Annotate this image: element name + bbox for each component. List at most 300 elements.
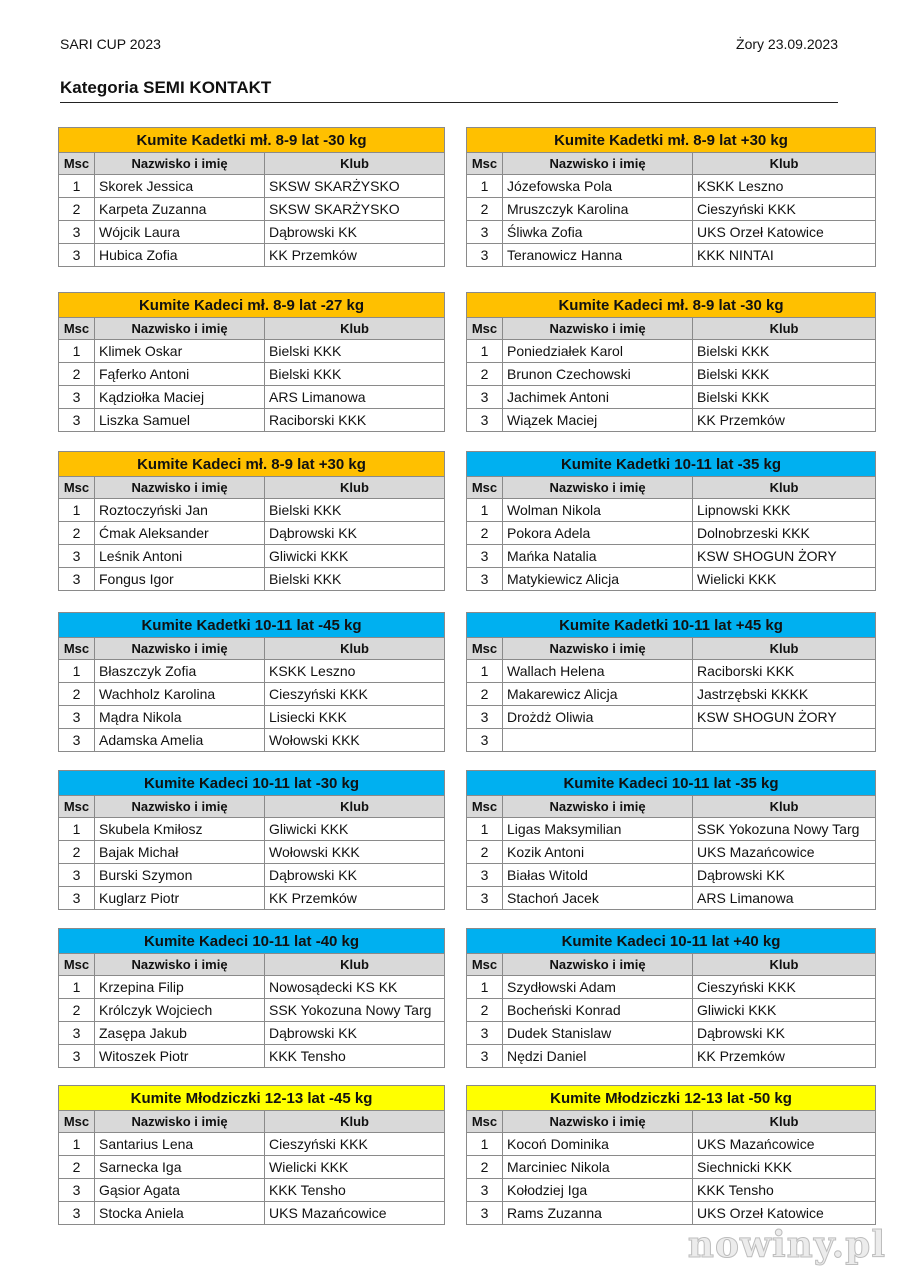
result-table bbox=[58, 451, 445, 591]
cell-place: 3 bbox=[59, 729, 95, 752]
column-header-name: Nazwisko i imię bbox=[95, 477, 265, 499]
cell-place: 1 bbox=[467, 1133, 503, 1156]
cell-place: 2 bbox=[59, 841, 95, 864]
table-row bbox=[467, 409, 876, 432]
table-row bbox=[467, 386, 876, 409]
table-row bbox=[59, 1045, 445, 1068]
cell-place: 2 bbox=[59, 363, 95, 386]
cell-club: KSKK Leszno bbox=[265, 660, 445, 683]
cell-club: KKK Tensho bbox=[265, 1179, 445, 1202]
result-table bbox=[466, 292, 876, 432]
cell-place: 2 bbox=[59, 683, 95, 706]
table-row bbox=[59, 706, 445, 729]
cell-place: 3 bbox=[467, 887, 503, 910]
table-row bbox=[467, 175, 876, 198]
cell-place: 3 bbox=[59, 887, 95, 910]
column-header-club: Klub bbox=[265, 638, 445, 660]
column-header-name: Nazwisko i imię bbox=[95, 153, 265, 175]
result-table bbox=[466, 928, 876, 1068]
cell-club: Cieszyński KKK bbox=[693, 198, 876, 221]
table-row bbox=[59, 1156, 445, 1179]
cell-name: Gąsior Agata bbox=[95, 1179, 265, 1202]
result-table bbox=[58, 1085, 445, 1225]
category-title: Kategoria SEMI KONTAKT bbox=[60, 78, 272, 97]
column-header-club: Klub bbox=[693, 477, 876, 499]
column-header-msc: Msc bbox=[467, 1111, 503, 1133]
cell-club: KKK Tensho bbox=[693, 1179, 876, 1202]
table-row bbox=[59, 499, 445, 522]
table-title: Kumite Kadetki mł. 8-9 lat -30 kg bbox=[59, 128, 445, 153]
column-header-name: Nazwisko i imię bbox=[95, 318, 265, 340]
table-row bbox=[467, 729, 876, 752]
column-header-club: Klub bbox=[265, 318, 445, 340]
column-header-club: Klub bbox=[265, 954, 445, 976]
table-title: Kumite Kadeci 10-11 lat -35 kg bbox=[467, 771, 876, 796]
cell-name: Szydłowski Adam bbox=[503, 976, 693, 999]
cell-name: Witoszek Piotr bbox=[95, 1045, 265, 1068]
header-place-date: Żory 23.09.2023 bbox=[736, 36, 838, 52]
cell-name: Mruszczyk Karolina bbox=[503, 198, 693, 221]
column-header-msc: Msc bbox=[467, 318, 503, 340]
column-header-club: Klub bbox=[265, 153, 445, 175]
column-header-msc: Msc bbox=[467, 954, 503, 976]
cell-club: Wołowski KKK bbox=[265, 841, 445, 864]
cell-club: Gliwicki KKK bbox=[693, 999, 876, 1022]
column-header-club: Klub bbox=[693, 318, 876, 340]
cell-club: Bielski KKK bbox=[693, 363, 876, 386]
cell-place: 3 bbox=[467, 386, 503, 409]
table-pair bbox=[58, 770, 876, 914]
cell-name: Kozik Antoni bbox=[503, 841, 693, 864]
cell-place: 2 bbox=[467, 999, 503, 1022]
cell-club: ARS Limanowa bbox=[265, 386, 445, 409]
table-row bbox=[467, 841, 876, 864]
table-pair bbox=[58, 127, 876, 271]
cell-place: 1 bbox=[467, 499, 503, 522]
cell-place: 1 bbox=[59, 175, 95, 198]
table-row bbox=[59, 864, 445, 887]
table-row bbox=[59, 683, 445, 706]
column-header-name: Nazwisko i imię bbox=[95, 796, 265, 818]
column-header-name: Nazwisko i imię bbox=[95, 954, 265, 976]
table-row bbox=[59, 729, 445, 752]
table-row bbox=[467, 818, 876, 841]
cell-name: Brunon Czechowski bbox=[503, 363, 693, 386]
table-row bbox=[467, 1133, 876, 1156]
cell-club: Siechnicki KKK bbox=[693, 1156, 876, 1179]
column-header-club: Klub bbox=[265, 796, 445, 818]
table-row bbox=[59, 999, 445, 1022]
table-row bbox=[467, 1022, 876, 1045]
column-header-msc: Msc bbox=[59, 318, 95, 340]
column-header-msc: Msc bbox=[467, 796, 503, 818]
cell-club: Dąbrowski KK bbox=[265, 522, 445, 545]
table-row bbox=[467, 198, 876, 221]
table-title: Kumite Kadeci 10-11 lat -40 kg bbox=[59, 929, 445, 954]
cell-club: Bielski KKK bbox=[265, 568, 445, 591]
cell-club: Cieszyński KKK bbox=[265, 1133, 445, 1156]
table-row bbox=[467, 499, 876, 522]
cell-place: 1 bbox=[59, 976, 95, 999]
cell-club: KSKK Leszno bbox=[693, 175, 876, 198]
column-header-name: Nazwisko i imię bbox=[503, 796, 693, 818]
table-title: Kumite Kadeci 10-11 lat +40 kg bbox=[467, 929, 876, 954]
cell-name: Hubica Zofia bbox=[95, 244, 265, 267]
table-row bbox=[59, 976, 445, 999]
cell-club: Dąbrowski KK bbox=[265, 1022, 445, 1045]
cell-name: Rams Zuzanna bbox=[503, 1202, 693, 1225]
cell-name: Nędzi Daniel bbox=[503, 1045, 693, 1068]
cell-place: 3 bbox=[467, 1202, 503, 1225]
cell-club: Cieszyński KKK bbox=[265, 683, 445, 706]
cell-name: Fongus Igor bbox=[95, 568, 265, 591]
column-header-msc: Msc bbox=[59, 1111, 95, 1133]
cell-club: Dąbrowski KK bbox=[693, 1022, 876, 1045]
result-table bbox=[58, 127, 445, 267]
cell-name: Wolman Nikola bbox=[503, 499, 693, 522]
cell-place: 2 bbox=[467, 1156, 503, 1179]
cell-name: Józefowska Pola bbox=[503, 175, 693, 198]
cell-name: Burski Szymon bbox=[95, 864, 265, 887]
column-header-name: Nazwisko i imię bbox=[503, 954, 693, 976]
cell-name: Dudek Stanislaw bbox=[503, 1022, 693, 1045]
table-title: Kumite Młodziczki 12-13 lat -45 kg bbox=[59, 1086, 445, 1111]
cell-place: 3 bbox=[467, 864, 503, 887]
cell-club: Jastrzębski KKKK bbox=[693, 683, 876, 706]
cell-place: 3 bbox=[467, 244, 503, 267]
column-header-name: Nazwisko i imię bbox=[95, 638, 265, 660]
column-header-name: Nazwisko i imię bbox=[503, 1111, 693, 1133]
cell-name: Bajak Michał bbox=[95, 841, 265, 864]
cell-club: Bielski KKK bbox=[265, 340, 445, 363]
cell-name: Ligas Maksymilian bbox=[503, 818, 693, 841]
cell-club: Lipnowski KKK bbox=[693, 499, 876, 522]
cell-club: KKK NINTAI bbox=[693, 244, 876, 267]
cell-name: Santarius Lena bbox=[95, 1133, 265, 1156]
table-row bbox=[59, 175, 445, 198]
cell-name: Mądra Nikola bbox=[95, 706, 265, 729]
cell-name: Pokora Adela bbox=[503, 522, 693, 545]
column-header-club: Klub bbox=[693, 638, 876, 660]
cell-place: 3 bbox=[467, 1022, 503, 1045]
cell-name: Kądziołka Maciej bbox=[95, 386, 265, 409]
cell-place: 3 bbox=[59, 1045, 95, 1068]
cell-place: 3 bbox=[59, 864, 95, 887]
cell-club: Nowosądecki KS KK bbox=[265, 976, 445, 999]
cell-name: Adamska Amelia bbox=[95, 729, 265, 752]
cell-club: Bielski KKK bbox=[265, 499, 445, 522]
cell-club: Lisiecki KKK bbox=[265, 706, 445, 729]
table-row bbox=[59, 841, 445, 864]
table-row bbox=[59, 1202, 445, 1225]
cell-name: Wiązek Maciej bbox=[503, 409, 693, 432]
cell-name: Skorek Jessica bbox=[95, 175, 265, 198]
cell-name: Stocka Aniela bbox=[95, 1202, 265, 1225]
cell-place: 3 bbox=[59, 545, 95, 568]
cell-place: 1 bbox=[59, 660, 95, 683]
column-header-name: Nazwisko i imię bbox=[503, 153, 693, 175]
result-table bbox=[466, 1085, 876, 1225]
cell-place: 1 bbox=[467, 340, 503, 363]
cell-place: 2 bbox=[467, 683, 503, 706]
cell-club: Cieszyński KKK bbox=[693, 976, 876, 999]
cell-name: Sarnecka Iga bbox=[95, 1156, 265, 1179]
cell-name: Bocheński Konrad bbox=[503, 999, 693, 1022]
cell-place: 1 bbox=[59, 499, 95, 522]
table-row bbox=[467, 660, 876, 683]
table-pair bbox=[58, 1085, 876, 1229]
table-row bbox=[59, 818, 445, 841]
cell-name: Klimek Oskar bbox=[95, 340, 265, 363]
cell-club: Wielicki KKK bbox=[693, 568, 876, 591]
cell-place: 3 bbox=[467, 1179, 503, 1202]
cell-club: Gliwicki KKK bbox=[265, 818, 445, 841]
result-table bbox=[466, 770, 876, 910]
column-header-msc: Msc bbox=[59, 477, 95, 499]
table-title: Kumite Kadetki 10-11 lat -35 kg bbox=[467, 452, 876, 477]
result-table bbox=[466, 612, 876, 752]
table-row bbox=[467, 221, 876, 244]
table-row bbox=[467, 1045, 876, 1068]
cell-club: Dąbrowski KK bbox=[693, 864, 876, 887]
header-event: SARI CUP 2023 bbox=[60, 36, 161, 52]
cell-name: Fąferko Antoni bbox=[95, 363, 265, 386]
table-title: Kumite Kadetki mł. 8-9 lat +30 kg bbox=[467, 128, 876, 153]
table-row bbox=[467, 864, 876, 887]
table-pair bbox=[58, 451, 876, 595]
cell-club: Wołowski KKK bbox=[265, 729, 445, 752]
table-title: Kumite Młodziczki 12-13 lat -50 kg bbox=[467, 1086, 876, 1111]
cell-place: 3 bbox=[59, 1022, 95, 1045]
table-row bbox=[59, 386, 445, 409]
table-row bbox=[467, 522, 876, 545]
cell-name: Wallach Helena bbox=[503, 660, 693, 683]
column-header-msc: Msc bbox=[467, 477, 503, 499]
column-header-club: Klub bbox=[265, 477, 445, 499]
cell-place: 2 bbox=[59, 999, 95, 1022]
cell-name: Karpeta Zuzanna bbox=[95, 198, 265, 221]
table-row bbox=[59, 221, 445, 244]
column-header-club: Klub bbox=[693, 954, 876, 976]
cell-place: 2 bbox=[467, 363, 503, 386]
table-row bbox=[467, 999, 876, 1022]
column-header-msc: Msc bbox=[59, 638, 95, 660]
cell-name: Białas Witold bbox=[503, 864, 693, 887]
table-row bbox=[467, 976, 876, 999]
table-title: Kumite Kadetki 10-11 lat +45 kg bbox=[467, 613, 876, 638]
cell-place: 3 bbox=[467, 729, 503, 752]
table-title: Kumite Kadetki 10-11 lat -45 kg bbox=[59, 613, 445, 638]
cell-place: 1 bbox=[59, 818, 95, 841]
cell-place: 1 bbox=[467, 976, 503, 999]
result-table bbox=[58, 770, 445, 910]
cell-name: Kocoń Dominika bbox=[503, 1133, 693, 1156]
cell-club: SKSW SKARŻYSKO bbox=[265, 198, 445, 221]
column-header-club: Klub bbox=[693, 1111, 876, 1133]
column-header-msc: Msc bbox=[59, 954, 95, 976]
cell-club: Gliwicki KKK bbox=[265, 545, 445, 568]
cell-club: ARS Limanowa bbox=[693, 887, 876, 910]
cell-club: SSK Yokozuna Nowy Targ bbox=[265, 999, 445, 1022]
cell-place: 1 bbox=[59, 340, 95, 363]
column-header-msc: Msc bbox=[59, 796, 95, 818]
cell-place: 1 bbox=[467, 818, 503, 841]
cell-club: KK Przemków bbox=[693, 409, 876, 432]
table-row bbox=[467, 568, 876, 591]
cell-place: 3 bbox=[59, 244, 95, 267]
cell-name: Matykiewicz Alicja bbox=[503, 568, 693, 591]
cell-name: Ćmak Aleksander bbox=[95, 522, 265, 545]
table-row bbox=[59, 660, 445, 683]
table-row bbox=[467, 340, 876, 363]
cell-place: 3 bbox=[467, 1045, 503, 1068]
cell-club: UKS Orzeł Katowice bbox=[693, 221, 876, 244]
column-header-msc: Msc bbox=[59, 153, 95, 175]
table-row bbox=[59, 545, 445, 568]
cell-place: 2 bbox=[59, 522, 95, 545]
table-row bbox=[467, 1202, 876, 1225]
table-row bbox=[59, 409, 445, 432]
table-row bbox=[59, 340, 445, 363]
cell-place: 3 bbox=[59, 221, 95, 244]
column-header-club: Klub bbox=[693, 796, 876, 818]
table-row bbox=[467, 244, 876, 267]
cell-club: Dolnobrzeski KKK bbox=[693, 522, 876, 545]
cell-club: Raciborski KKK bbox=[693, 660, 876, 683]
table-row bbox=[467, 706, 876, 729]
cell-name: Krzepina Filip bbox=[95, 976, 265, 999]
cell-club: Bielski KKK bbox=[693, 340, 876, 363]
table-row bbox=[467, 363, 876, 386]
cell-place: 3 bbox=[59, 409, 95, 432]
cell-name: Roztoczyński Jan bbox=[95, 499, 265, 522]
cell-club: UKS Orzeł Katowice bbox=[693, 1202, 876, 1225]
table-title: Kumite Kadeci mł. 8-9 lat -27 kg bbox=[59, 293, 445, 318]
cell-name: Poniedziałek Karol bbox=[503, 340, 693, 363]
cell-club: UKS Mazańcowice bbox=[693, 841, 876, 864]
cell-place: 3 bbox=[59, 386, 95, 409]
cell-name: Zasępa Jakub bbox=[95, 1022, 265, 1045]
cell-club: KSW SHOGUN ŻORY bbox=[693, 545, 876, 568]
column-header-name: Nazwisko i imię bbox=[503, 318, 693, 340]
table-row bbox=[59, 522, 445, 545]
table-row bbox=[467, 683, 876, 706]
cell-club: Wielicki KKK bbox=[265, 1156, 445, 1179]
table-row bbox=[59, 198, 445, 221]
watermark-logo: nowiny.pl bbox=[687, 1224, 886, 1266]
cell-name: Skubela Kmiłosz bbox=[95, 818, 265, 841]
cell-name: Mańka Natalia bbox=[503, 545, 693, 568]
column-header-name: Nazwisko i imię bbox=[503, 638, 693, 660]
cell-name: Śliwka Zofia bbox=[503, 221, 693, 244]
cell-name: Wójcik Laura bbox=[95, 221, 265, 244]
column-header-club: Klub bbox=[693, 153, 876, 175]
cell-place: 3 bbox=[59, 1202, 95, 1225]
cell-name: Stachoń Jacek bbox=[503, 887, 693, 910]
cell-name: Jachimek Antoni bbox=[503, 386, 693, 409]
result-table bbox=[58, 612, 445, 752]
table-pair bbox=[58, 928, 876, 1072]
table-row bbox=[467, 887, 876, 910]
column-header-name: Nazwisko i imię bbox=[503, 477, 693, 499]
table-row bbox=[59, 568, 445, 591]
table-title: Kumite Kadeci mł. 8-9 lat +30 kg bbox=[59, 452, 445, 477]
result-table bbox=[58, 928, 445, 1068]
cell-place: 3 bbox=[59, 568, 95, 591]
table-row bbox=[467, 1156, 876, 1179]
cell-club: KK Przemków bbox=[265, 887, 445, 910]
cell-place: 3 bbox=[467, 545, 503, 568]
cell-place: 3 bbox=[467, 706, 503, 729]
cell-place: 2 bbox=[467, 522, 503, 545]
cell-name: Leśnik Antoni bbox=[95, 545, 265, 568]
table-row bbox=[59, 1179, 445, 1202]
cell-place: 1 bbox=[467, 660, 503, 683]
cell-club: KKK Tensho bbox=[265, 1045, 445, 1068]
table-row bbox=[59, 887, 445, 910]
cell-place: 3 bbox=[59, 1179, 95, 1202]
cell-name bbox=[503, 729, 693, 752]
cell-club bbox=[693, 729, 876, 752]
cell-place: 1 bbox=[467, 175, 503, 198]
cell-place: 3 bbox=[467, 409, 503, 432]
table-row bbox=[59, 1022, 445, 1045]
table-row bbox=[59, 363, 445, 386]
table-row bbox=[467, 545, 876, 568]
cell-place: 1 bbox=[59, 1133, 95, 1156]
result-table bbox=[466, 127, 876, 267]
cell-place: 2 bbox=[59, 198, 95, 221]
cell-name: Błaszczyk Zofia bbox=[95, 660, 265, 683]
column-header-msc: Msc bbox=[467, 638, 503, 660]
cell-place: 3 bbox=[467, 568, 503, 591]
table-title: Kumite Kadeci 10-11 lat -30 kg bbox=[59, 771, 445, 796]
cell-name: Teranowicz Hanna bbox=[503, 244, 693, 267]
cell-club: KSW SHOGUN ŻORY bbox=[693, 706, 876, 729]
column-header-msc: Msc bbox=[467, 153, 503, 175]
cell-name: Drożdż Oliwia bbox=[503, 706, 693, 729]
cell-place: 2 bbox=[467, 841, 503, 864]
cell-club: Raciborski KKK bbox=[265, 409, 445, 432]
cell-name: Marciniec Nikola bbox=[503, 1156, 693, 1179]
cell-club: Bielski KKK bbox=[693, 386, 876, 409]
column-header-name: Nazwisko i imię bbox=[95, 1111, 265, 1133]
cell-name: Makarewicz Alicja bbox=[503, 683, 693, 706]
cell-club: UKS Mazańcowice bbox=[693, 1133, 876, 1156]
cell-place: 2 bbox=[59, 1156, 95, 1179]
cell-name: Królczyk Wojciech bbox=[95, 999, 265, 1022]
table-pair bbox=[58, 292, 876, 436]
column-header-club: Klub bbox=[265, 1111, 445, 1133]
cell-place: 3 bbox=[59, 706, 95, 729]
cell-name: Liszka Samuel bbox=[95, 409, 265, 432]
table-pair bbox=[58, 612, 876, 756]
cell-name: Kuglarz Piotr bbox=[95, 887, 265, 910]
cell-club: UKS Mazańcowice bbox=[265, 1202, 445, 1225]
table-title: Kumite Kadeci mł. 8-9 lat -30 kg bbox=[467, 293, 876, 318]
table-row bbox=[59, 1133, 445, 1156]
result-table bbox=[58, 292, 445, 432]
cell-club: KK Przemków bbox=[265, 244, 445, 267]
cell-place: 3 bbox=[467, 221, 503, 244]
cell-name: Kołodziej Iga bbox=[503, 1179, 693, 1202]
cell-club: KK Przemków bbox=[693, 1045, 876, 1068]
table-row bbox=[59, 244, 445, 267]
result-table bbox=[466, 451, 876, 591]
cell-place: 2 bbox=[467, 198, 503, 221]
cell-club: Dąbrowski KK bbox=[265, 221, 445, 244]
cell-club: SSK Yokozuna Nowy Targ bbox=[693, 818, 876, 841]
